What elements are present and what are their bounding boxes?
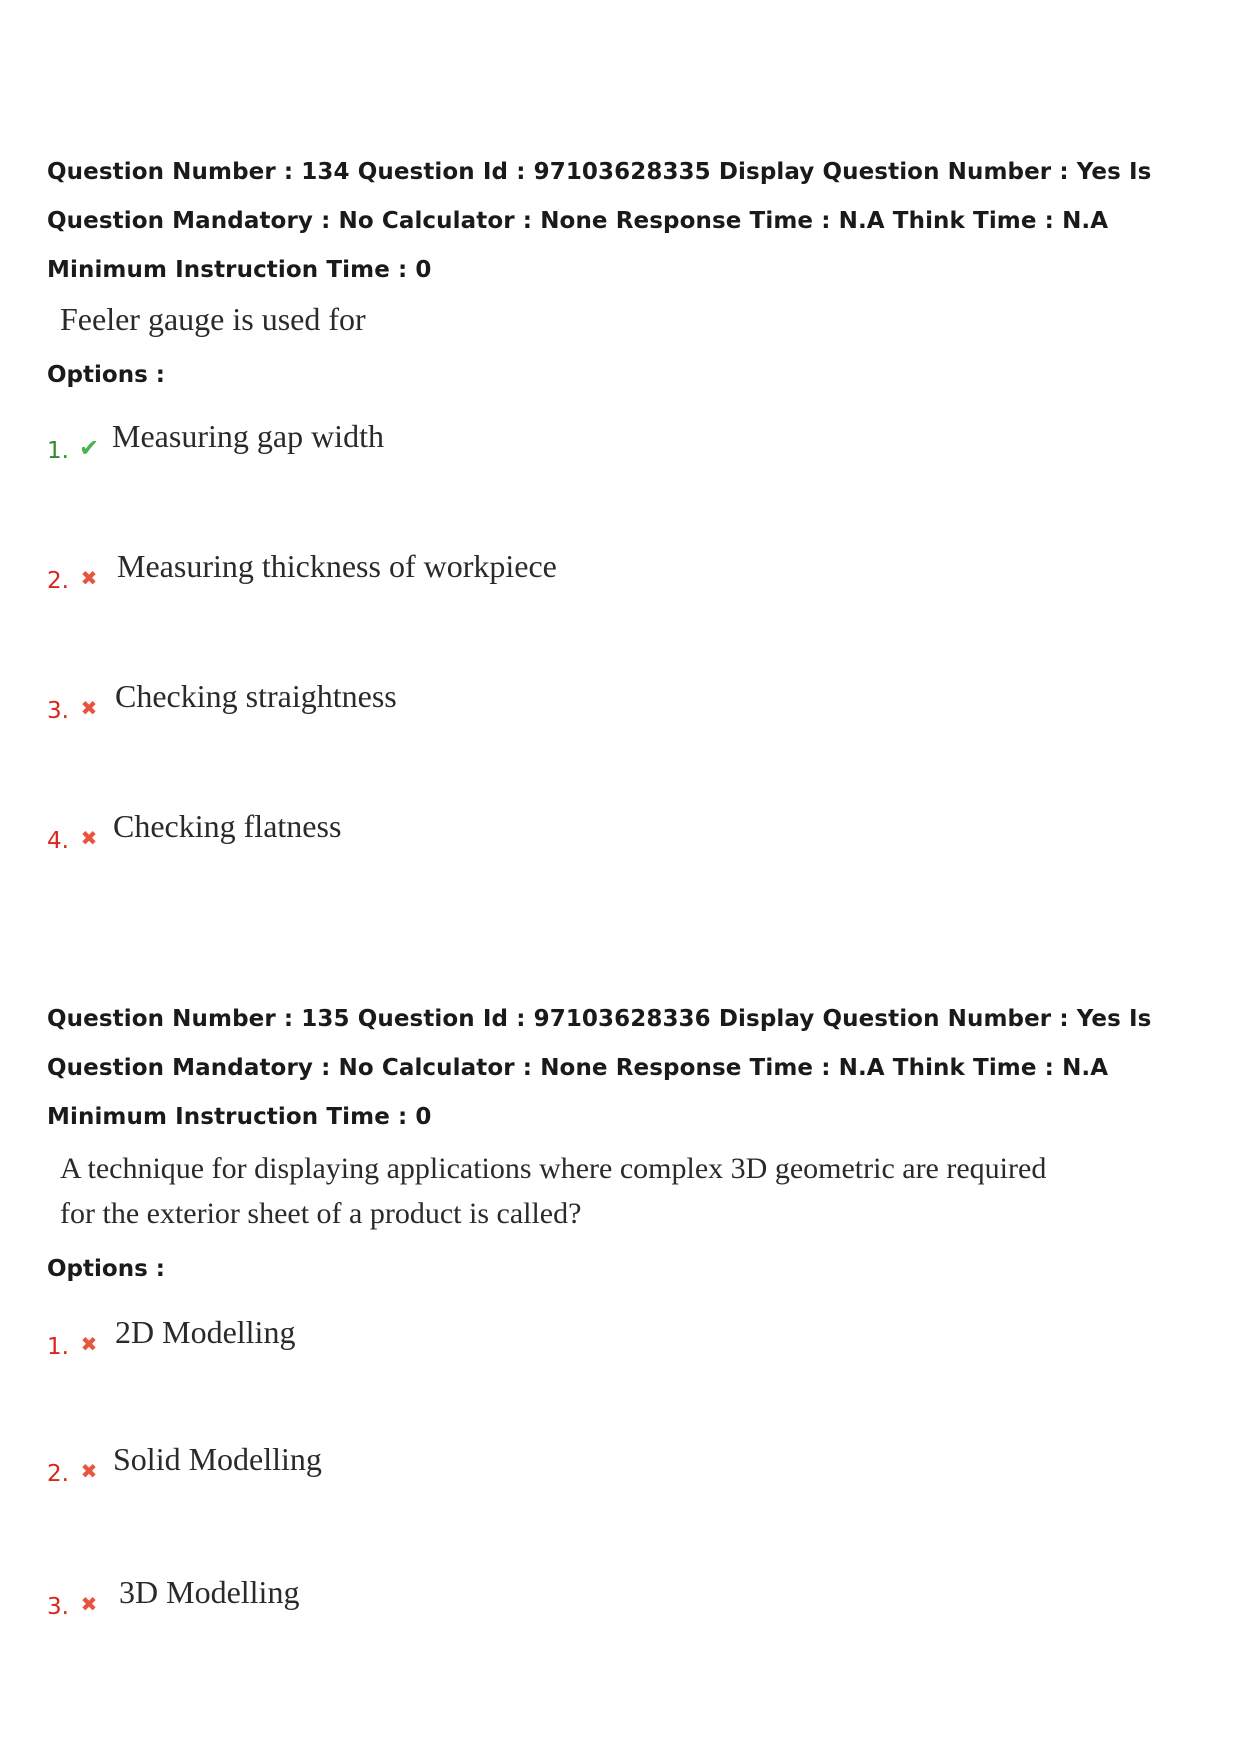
question-stem [60, 1146, 1207, 1236]
option-3 [47, 664, 1207, 779]
option-2 [47, 1427, 1207, 1542]
option-text: Checking straightness [115, 678, 397, 714]
options-label: Options : [47, 1256, 165, 1282]
question-stem-line: A technique for displaying applications where complex 3D geometric are required [60, 1152, 1047, 1185]
question-block-135 [47, 1003, 1207, 1675]
cross-icon: ✖ [80, 826, 98, 850]
option-number: 3. [47, 1594, 69, 1620]
option-1 [47, 1300, 1207, 1415]
check-icon: ✔ [78, 434, 100, 462]
option-text: Measuring gap width [112, 418, 384, 454]
cross-icon: ✖ [80, 1459, 98, 1483]
option-text: Checking flatness [113, 808, 342, 844]
option-text: 2D Modelling [115, 1314, 296, 1350]
cross-icon: ✖ [80, 1592, 98, 1616]
option-text: 3D Modelling [119, 1574, 300, 1610]
option-text: Solid Modelling [113, 1441, 322, 1477]
question-meta: Question Number : 134 Question Id : 97103628335 Display Question Number : Yes Is Question Mandatory : No Calculator : None Response Time : N.A Think Time : N.A Minimum Instruction Time : 0 [47, 159, 1152, 283]
cross-icon: ✖ [80, 566, 98, 590]
option-number: 1. [47, 438, 69, 464]
option-number: 2. [47, 568, 69, 594]
option-number: 3. [47, 698, 69, 724]
option-number: 1. [47, 1334, 69, 1360]
cross-icon: ✖ [80, 1332, 98, 1356]
option-3 [47, 1560, 1207, 1675]
option-1 [47, 404, 1207, 519]
option-4 [47, 794, 1207, 909]
option-number: 2. [47, 1461, 69, 1487]
question-stem-line: for the exterior sheet of a product is called? [60, 1197, 582, 1230]
question-block-134 [47, 156, 1207, 909]
option-text: Measuring thickness of workpiece [117, 548, 557, 584]
option-number: 4. [47, 828, 69, 854]
question-stem-line: Feeler gauge is used for [60, 301, 366, 337]
option-2 [47, 534, 1207, 649]
question-meta: Question Number : 135 Question Id : 97103628336 Display Question Number : Yes Is Question Mandatory : No Calculator : None Response Time : N.A Think Time : N.A Minimum Instruction Time : 0 [47, 1006, 1152, 1130]
cross-icon: ✖ [80, 696, 98, 720]
question-stem [60, 297, 1207, 342]
options-label: Options : [47, 362, 165, 388]
